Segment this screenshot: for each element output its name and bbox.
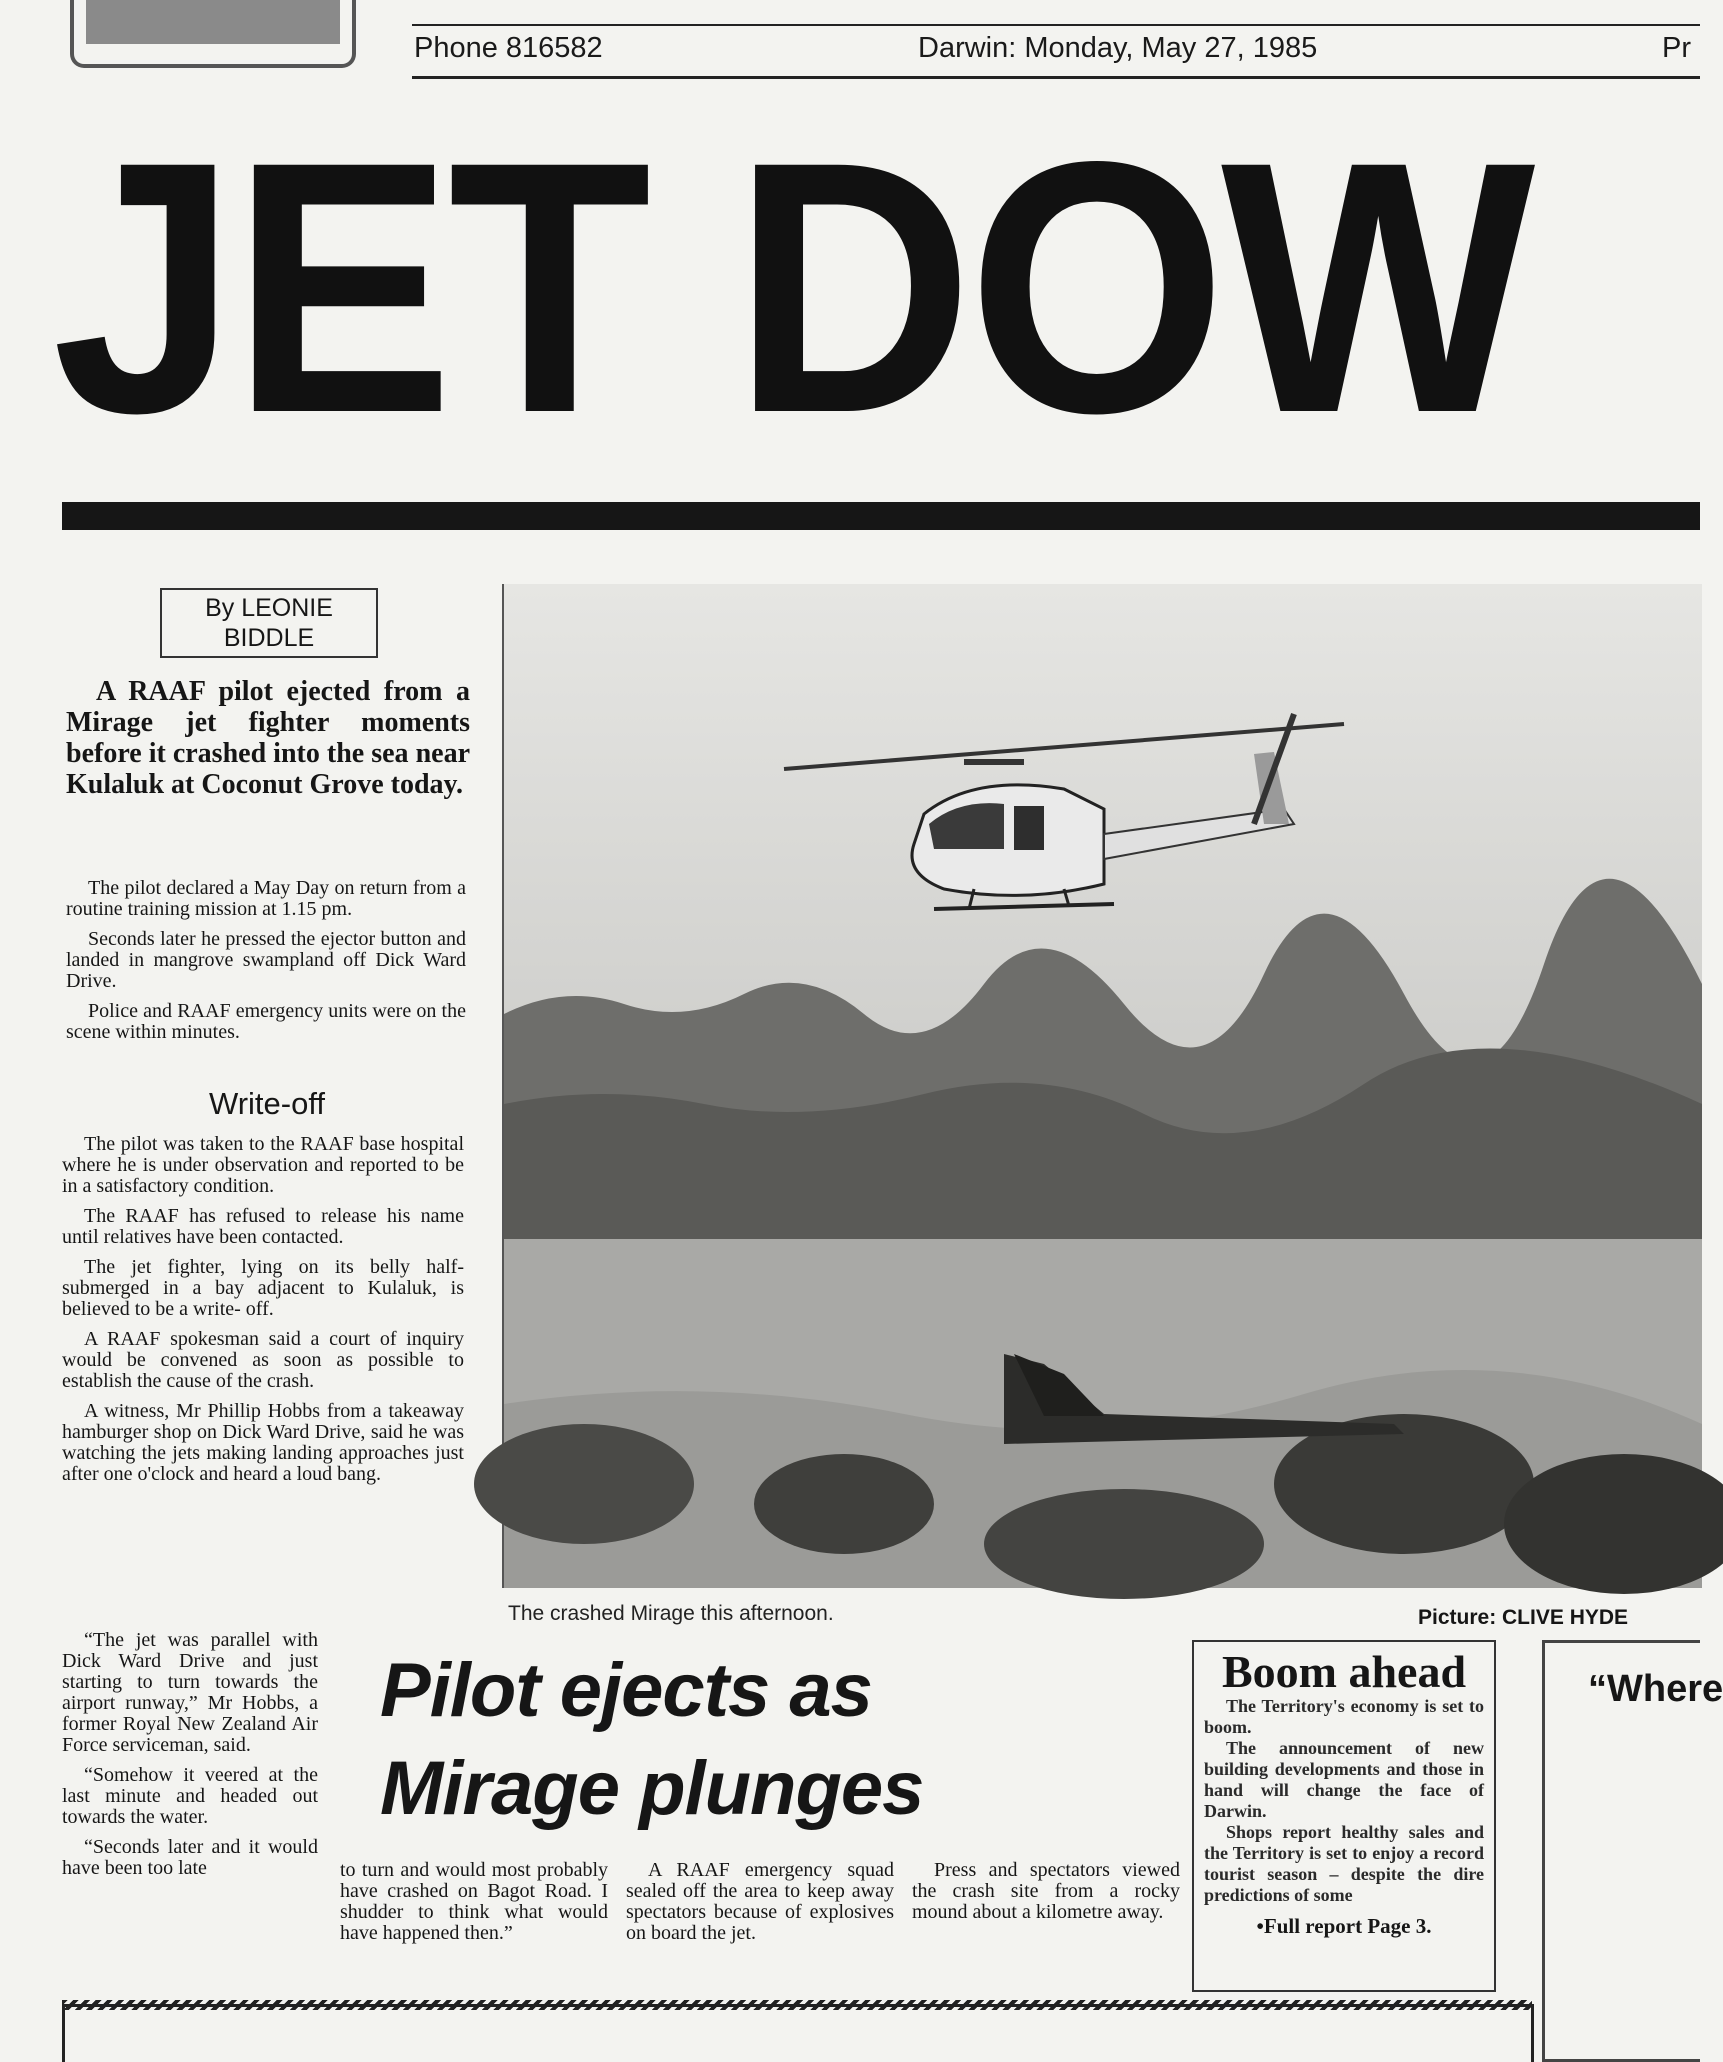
column-2	[340, 1860, 608, 1953]
masthead-top-rule	[412, 24, 1700, 26]
bottom-story-frame	[62, 2004, 1534, 2062]
paragraph: The RAAF has refused to release his name until relatives have been contacted.	[62, 1205, 464, 1248]
column-3	[626, 1860, 894, 1953]
boom-ahead-box	[1192, 1640, 1496, 1992]
photo-caption: The crashed Mirage this afternoon.	[508, 1602, 834, 1625]
full-report-link: •Full report Page 3.	[1256, 1914, 1432, 1938]
dateline: Darwin: Monday, May 27, 1985	[918, 32, 1318, 64]
boom-ahead-title: Boom ahead	[1221, 1646, 1467, 1697]
price-fragment: Pr	[1662, 32, 1691, 64]
boom-ahead-body	[1204, 1696, 1484, 1906]
crash-photo	[502, 584, 1702, 1588]
byline-line-2: BIDDLE	[223, 624, 315, 652]
paragraph: The pilot was taken to the RAAF base hospital where he is under observation and reported to be in a satisfactory condition.	[62, 1133, 464, 1197]
paragraph: Police and RAAF emergency units were on the scene within minutes.	[66, 1000, 466, 1043]
paragraph: A RAAF spokesman said a court of inquiry would be convened as soon as possible to establish the cause of the crash.	[62, 1328, 464, 1392]
paragraph: “Somehow it veered at the last minute and headed out towards the water.	[62, 1764, 318, 1828]
masthead-logo-box	[70, 0, 356, 68]
paragraph: “Seconds later and it would have been too late	[62, 1836, 318, 1879]
paragraph: The announcement of new building developments and those in hand will change the face of Darwin.	[1204, 1738, 1484, 1821]
column-1-top	[66, 878, 466, 1052]
phone-number: Phone 816582	[414, 32, 603, 64]
paragraph: Press and spectators viewed the crash site from a rocky mound about a kilometre away.	[912, 1859, 1180, 1923]
masthead-bottom-rule	[412, 76, 1700, 79]
paragraph: Seconds later he pressed the ejector button and landed in mangrove swampland off Dick Ward Drive.	[66, 928, 466, 992]
helicopter-and-jet-image	[504, 584, 1702, 1588]
side-story-quote: “Where	[1588, 1668, 1723, 1710]
photo-credit: Picture: CLIVE HYDE	[1418, 1606, 1629, 1629]
column-1-middle	[62, 1134, 464, 1494]
story-headline	[380, 1642, 1180, 1838]
subhead-write-off: Write-off	[209, 1086, 325, 1121]
byline	[160, 588, 378, 658]
paragraph: The Territory's economy is set to boom.	[1204, 1696, 1484, 1737]
paragraph: The pilot declared a May Day on return from a routine training mission at 1.15 pm.	[66, 877, 466, 920]
paragraph: “The jet was parallel with Dick Ward Drive and just starting to turn towards the airport runway,” Mr Hobbs, a former Royal New Zealand Air Force serviceman, said.	[62, 1629, 318, 1756]
paragraph: A RAAF emergency squad sealed off the area to keep away spectators because of explosives on board the jet.	[626, 1859, 894, 1944]
lede-paragraph: A RAAF pilot ejected from a Mirage jet fighter moments before it crashed into the sea near Kulaluk at Coconut Grove today.	[66, 676, 470, 800]
paragraph: Shops report healthy sales and the Territory is set to enjoy a record tourist season – despite the dire predictions of some	[1204, 1822, 1484, 1905]
column-1-bottom	[62, 1630, 318, 1888]
main-headline: JET DOW	[52, 87, 1530, 487]
column-4	[912, 1860, 1180, 1932]
story-headline-line-1: Pilot ejects as	[380, 1648, 872, 1733]
story-headline-line-2: Mirage plunges	[380, 1746, 924, 1831]
paragraph: to turn and would most probably have crashed on Bagot Road. I shudder to think what would have happened then.”	[340, 1859, 608, 1944]
byline-line-1: By LEONIE	[205, 594, 333, 622]
paragraph: The jet fighter, lying on its belly half-submerged in a bay adjacent to Kulaluk, is believed to be a write- off.	[62, 1256, 464, 1320]
headline-rule	[62, 502, 1700, 530]
paragraph: A witness, Mr Phillip Hobbs from a takeaway hamburger shop on Dick Ward Drive, said he was watching the jets making landing approaches just after one o'clock and heard a loud bang.	[62, 1400, 464, 1485]
